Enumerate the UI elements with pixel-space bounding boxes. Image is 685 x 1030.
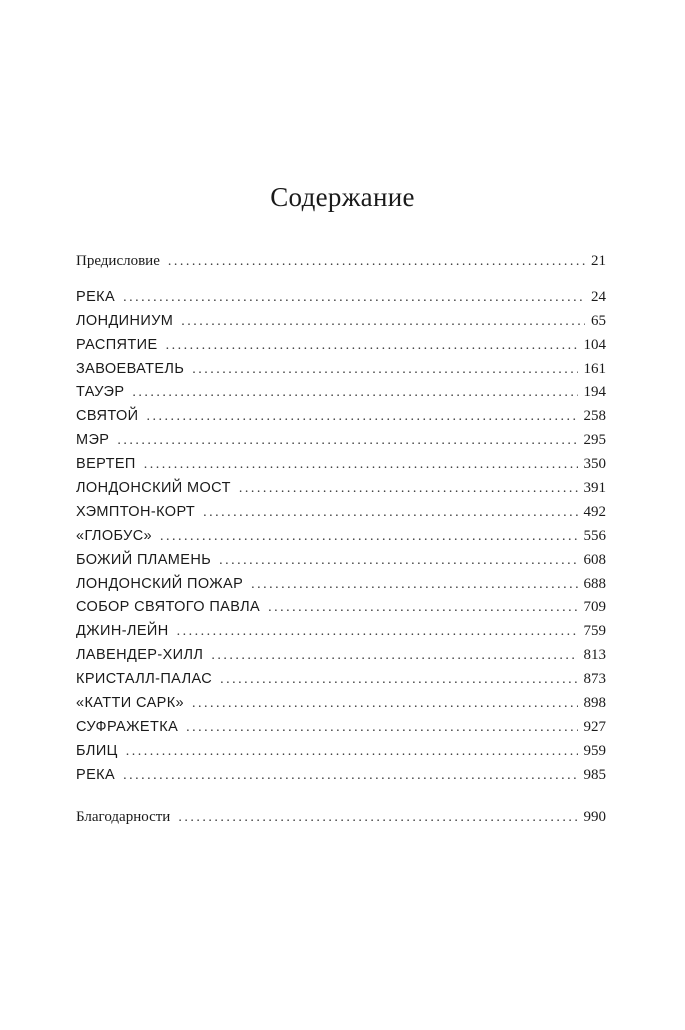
toc-entry-label: ДЖИН-ЛЕЙН (76, 623, 169, 640)
dot-leader (146, 405, 577, 429)
toc-entry-chapter[interactable] (76, 644, 606, 668)
toc-entry-page: 258 (583, 408, 606, 425)
chapter-list (76, 286, 606, 788)
toc-entry-page: 927 (583, 718, 606, 735)
toc-entry-label: СУФРАЖЕТКА (76, 718, 179, 735)
toc-entry-chapter[interactable] (76, 334, 606, 358)
toc-entry-label: ВЕРТЕП (76, 456, 136, 473)
dot-leader (186, 716, 577, 740)
dot-leader (117, 429, 577, 453)
toc-entry-chapter[interactable] (76, 477, 606, 501)
toc-entry-label: РАСПЯТИЕ (76, 336, 158, 353)
toc-entry-chapter[interactable] (76, 525, 606, 549)
toc-entry-chapter[interactable] (76, 764, 606, 788)
toc-entry-label: МЭР (76, 432, 110, 449)
toc-entry-page: 21 (591, 253, 606, 269)
toc-entry-page: 898 (583, 695, 606, 712)
toc-entry-label: РЕКА (76, 766, 116, 783)
toc-entry-page: 295 (583, 432, 606, 449)
toc-entry-chapter[interactable] (76, 549, 606, 573)
dot-leader (166, 334, 578, 358)
dot-leader (123, 764, 577, 788)
toc-entry-page: 759 (583, 623, 606, 640)
toc-entry-label: КРИСТАЛЛ-ПАЛАС (76, 671, 213, 688)
toc-entry-chapter[interactable] (76, 620, 606, 644)
toc-entry-label: ЛОНДОНСКИЙ МОСТ (76, 480, 231, 497)
toc-entry-page: 194 (583, 384, 606, 401)
dot-leader (181, 310, 585, 334)
dot-leader (160, 525, 577, 549)
dot-leader (123, 286, 585, 310)
dot-leader (203, 501, 577, 525)
toc-entry-preface[interactable] (76, 250, 606, 274)
toc-entry-label: «ГЛОБУС» (76, 527, 153, 544)
toc-entry-page: 709 (583, 599, 606, 616)
toc-entry-page: 990 (583, 808, 606, 825)
toc-entry-page: 65 (591, 312, 606, 329)
toc-entry-chapter[interactable] (76, 573, 606, 597)
toc-entry-page: 556 (583, 527, 606, 544)
toc-entry-page: 161 (583, 360, 606, 377)
toc-entry-page: 873 (583, 671, 606, 688)
toc-entry-label: Предисловие (76, 253, 160, 269)
toc-entry-page: 959 (583, 742, 606, 759)
toc-entry-chapter[interactable] (76, 381, 606, 405)
toc-entry-label: ТАУЭР (76, 384, 125, 401)
toc-entry-label: ЗАВОЕВАТЕЛЬ (76, 360, 185, 377)
toc-entry-label: БОЖИЙ ПЛАМЕНЬ (76, 551, 212, 568)
dot-leader (211, 644, 577, 668)
dot-leader (192, 358, 577, 382)
toc-entry-chapter[interactable] (76, 692, 606, 716)
dot-leader (132, 381, 577, 405)
dot-leader (268, 596, 577, 620)
toc-entry-label: ЛАВЕНДЕР-ХИЛЛ (76, 647, 204, 664)
toc-entry-page: 24 (591, 288, 606, 305)
toc-entry-page: 688 (583, 575, 606, 592)
toc-entry-chapter[interactable] (76, 405, 606, 429)
toc-entry-chapter[interactable] (76, 501, 606, 525)
toc-entry-label: ЛОНДИНИУМ (76, 312, 174, 329)
toc-entry-chapter[interactable] (76, 716, 606, 740)
toc-entry-acknowledgements[interactable] (76, 806, 606, 830)
toc-entry-page: 391 (583, 480, 606, 497)
table-of-contents (76, 250, 606, 829)
toc-entry-chapter[interactable] (76, 596, 606, 620)
dot-leader (239, 477, 578, 501)
toc-entry-page: 492 (583, 503, 606, 520)
toc-entry-chapter[interactable] (76, 358, 606, 382)
toc-entry-chapter[interactable] (76, 740, 606, 764)
dot-leader (192, 692, 577, 716)
toc-entry-page: 104 (583, 336, 606, 353)
spacer (76, 274, 606, 286)
toc-entry-page: 813 (583, 647, 606, 664)
dot-leader (178, 806, 577, 830)
dot-leader (219, 549, 577, 573)
dot-leader (220, 668, 577, 692)
dot-leader (168, 250, 585, 274)
spacer (76, 788, 606, 806)
toc-entry-label: ХЭМПТОН-КОРТ (76, 503, 196, 520)
toc-entry-label: Благодарности (76, 808, 171, 825)
dot-leader (177, 620, 578, 644)
dot-leader (126, 740, 578, 764)
toc-entry-label: СОБОР СВЯТОГО ПАВЛА (76, 599, 261, 616)
toc-entry-chapter[interactable] (76, 668, 606, 692)
toc-entry-label: СВЯТОЙ (76, 408, 139, 425)
toc-entry-label: БЛИЦ (76, 742, 118, 759)
toc-entry-label: ЛОНДОНСКИЙ ПОЖАР (76, 575, 244, 592)
toc-entry-page: 985 (583, 766, 606, 783)
toc-entry-label: «КАТТИ САРК» (76, 695, 185, 712)
dot-leader (144, 453, 578, 477)
toc-entry-chapter[interactable] (76, 310, 606, 334)
dot-leader (251, 573, 577, 597)
toc-entry-label: РЕКА (76, 288, 116, 305)
toc-entry-chapter[interactable] (76, 286, 606, 310)
toc-entry-chapter[interactable] (76, 453, 606, 477)
toc-entry-page: 350 (583, 456, 606, 473)
toc-entry-page: 608 (583, 551, 606, 568)
toc-entry-chapter[interactable] (76, 429, 606, 453)
page-title: Содержание (270, 182, 415, 212)
